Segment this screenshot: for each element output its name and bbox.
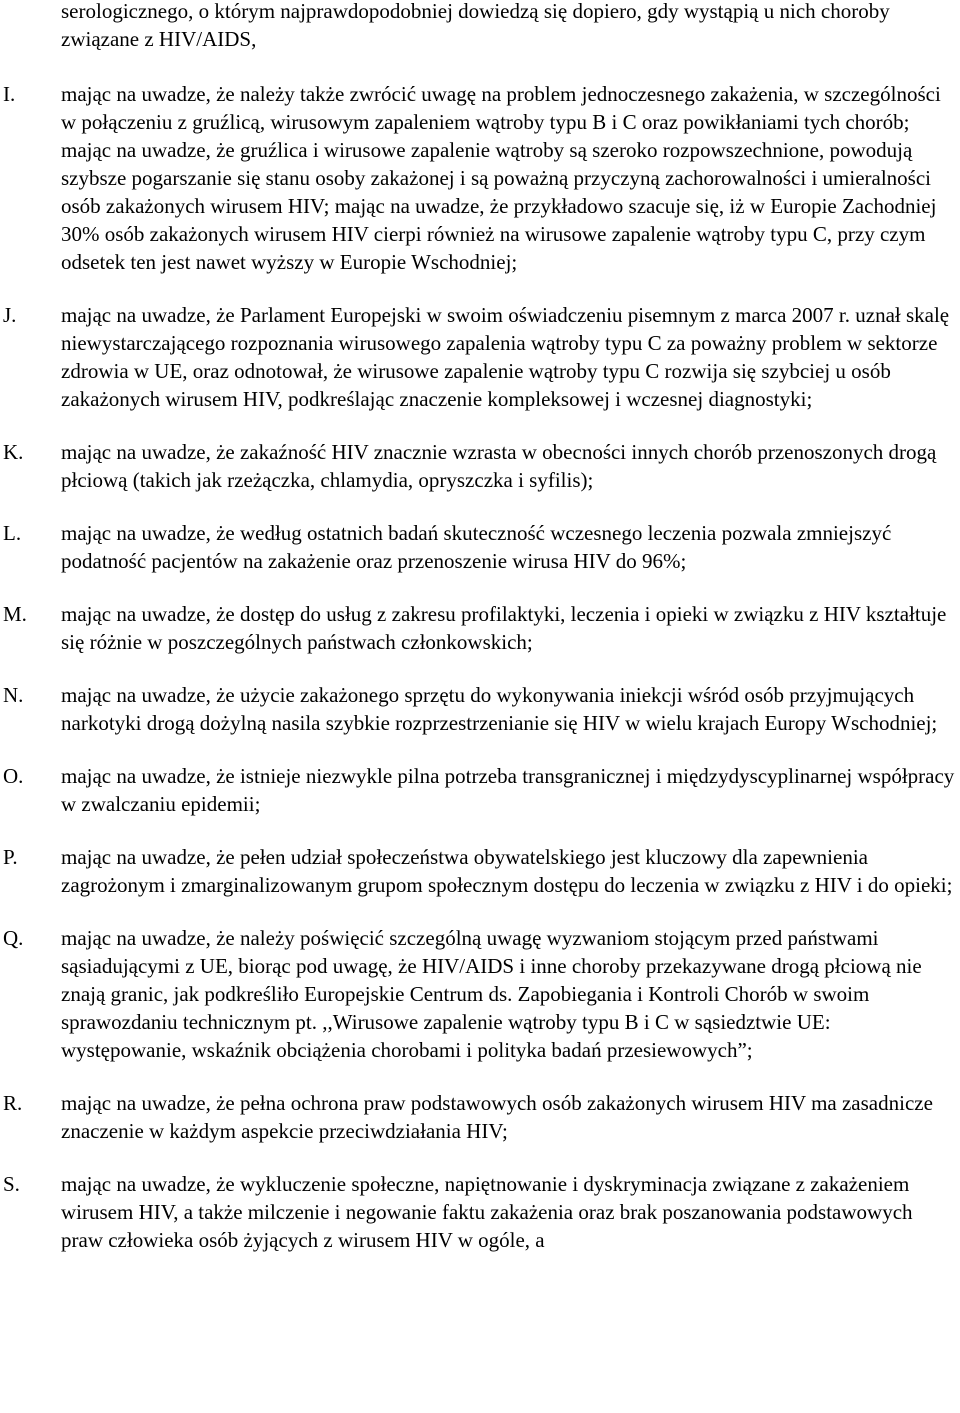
- list-item-n: [0, 681, 960, 737]
- list-item-s: [0, 1170, 960, 1254]
- list-item-r: [0, 1089, 960, 1145]
- list-item-marker: O.: [3, 764, 24, 788]
- list-item-marker: R.: [3, 1091, 23, 1115]
- list-item-q: [0, 924, 960, 1064]
- list-item-text: serologicznego, o którym najprawdopodobniej dowiedzą się dopiero, gdy wystąpią u nich choroby związane z HIV/AIDS,: [61, 0, 890, 51]
- list-item-l: [0, 519, 960, 575]
- list-item-marker: J.: [3, 303, 17, 327]
- list-item-continuation: [0, 0, 960, 53]
- list-item-text: mając na uwadze, że należy poświęcić szczególną uwagę wyzwaniom stojącym przed państwami sąsiadującymi z UE, biorąc pod uwagę, że HIV/AIDS i inne choroby przekazywane drogą płciową nie znają granic, jak podkreśliło Europejskie Centrum ds. Zapobiegania i Kontroli Chorób w swoim sprawozdaniu technicznym pt. ,,Wirusowe zapalenie wątroby typu B i C w sąsiedztwie UE: występowanie, wskaźnik obciążenia chorobami i polityka badań przesiewowych”;: [61, 926, 922, 1062]
- list-item-text: mając na uwadze, że pełen udział społeczeństwa obywatelskiego jest kluczowy dla zapewnienia zagrożonym i zmarginalizowanym grupom społecznym dostępu do leczenia w związku z HIV i do opieki;: [61, 845, 953, 897]
- list-item-marker: Q.: [3, 926, 24, 950]
- list-item-text: mając na uwadze, że dostęp do usług z zakresu profilaktyki, leczenia i opieki w związku z HIV kształtuje się różnie w poszczególnych państwach członkowskich;: [61, 602, 947, 654]
- list-item-marker: M.: [3, 602, 27, 626]
- list-item-marker: L.: [3, 521, 22, 545]
- list-item-marker: N.: [3, 683, 24, 707]
- list-item-i: [0, 80, 960, 276]
- list-item-j: [0, 301, 960, 413]
- list-item-text: mając na uwadze, że istnieje niezwykle pilna potrzeba transgranicznej i międzydyscyplinarnej współpracy w zwalczaniu epidemii;: [61, 764, 955, 816]
- list-item-text: mając na uwadze, że zakaźność HIV znacznie wzrasta w obecności innych chorób przenoszonych drogą płciową (takich jak rzeżączka, chlamydia, opryszczka i syfilis);: [61, 440, 937, 492]
- list-item-marker: P.: [3, 845, 18, 869]
- list-item-marker: K.: [3, 440, 24, 464]
- list-item-text: mając na uwadze, że Parlament Europejski w swoim oświadczeniu pisemnym z marca 2007 r. uznał skalę niewystarczającego rozpoznania wirusowego zapalenia wątroby typu C za poważny problem w sektorze zdrowia w UE, oraz odnotował, że wirusowe zapalenie wątroby typu C rozwija się szybciej u osób zakażonych wirusem HIV, podkreślając znaczenie kompleksowej i wczesnej diagnostyki;: [61, 303, 950, 411]
- list-item-m: [0, 600, 960, 656]
- list-item-text: mając na uwadze, że pełna ochrona praw podstawowych osób zakażonych wirusem HIV ma zasadnicze znaczenie w każdym aspekcie przeciwdziałania HIV;: [61, 1091, 933, 1143]
- list-item-text: mając na uwadze, że użycie zakażonego sprzętu do wykonywania iniekcji wśród osób przyjmujących narkotyki drogą dożylną nasila szybkie rozprzestrzenianie się HIV w wielu krajach Europy Wschodniej;: [61, 683, 938, 735]
- list-item-o: [0, 762, 960, 818]
- list-item-text: mając na uwadze, że wykluczenie społeczne, napiętnowanie i dyskryminacja związane z zakażeniem wirusem HIV, a także milczenie i negowanie faktu zakażenia oraz brak poszanowania podstawowych praw człowieka osób żyjących z wirusem HIV w ogóle, a: [61, 1172, 913, 1252]
- list-item-marker: I.: [3, 82, 16, 106]
- list-item-text: mając na uwadze, że należy także zwrócić uwagę na problem jednoczesnego zakażenia, w szczególności w połączeniu z gruźlicą, wirusowym zapaleniem wątroby typu B i C oraz powikłaniami tych chorób; mając na uwadze, że gruźlica i wirusowe zapalenie wątroby są szeroko rozpowszechnione, powodują szybsze pogarszanie się stanu osoby zakażonej i są poważną przyczyną zachorowalności i umieralności osób zakażonych wirusem HIV; mając na uwadze, że przykładowo szacuje się, iż w Europie Zachodniej 30% osób zakażonych wirusem HIV cierpi również na wirusowe zapalenie wątroby typu C, przy czym odsetek ten jest nawet wyższy w Europie Wschodniej;: [61, 82, 941, 274]
- list-item-marker: S.: [3, 1172, 20, 1196]
- list-item-text: mając na uwadze, że według ostatnich badań skuteczność wczesnego leczenia pozwala zmniejszyć podatność pacjentów na zakażenie oraz przenoszenie wirusa HIV do 96%;: [61, 521, 892, 573]
- list-item-p: [0, 843, 960, 899]
- list-item-k: [0, 438, 960, 494]
